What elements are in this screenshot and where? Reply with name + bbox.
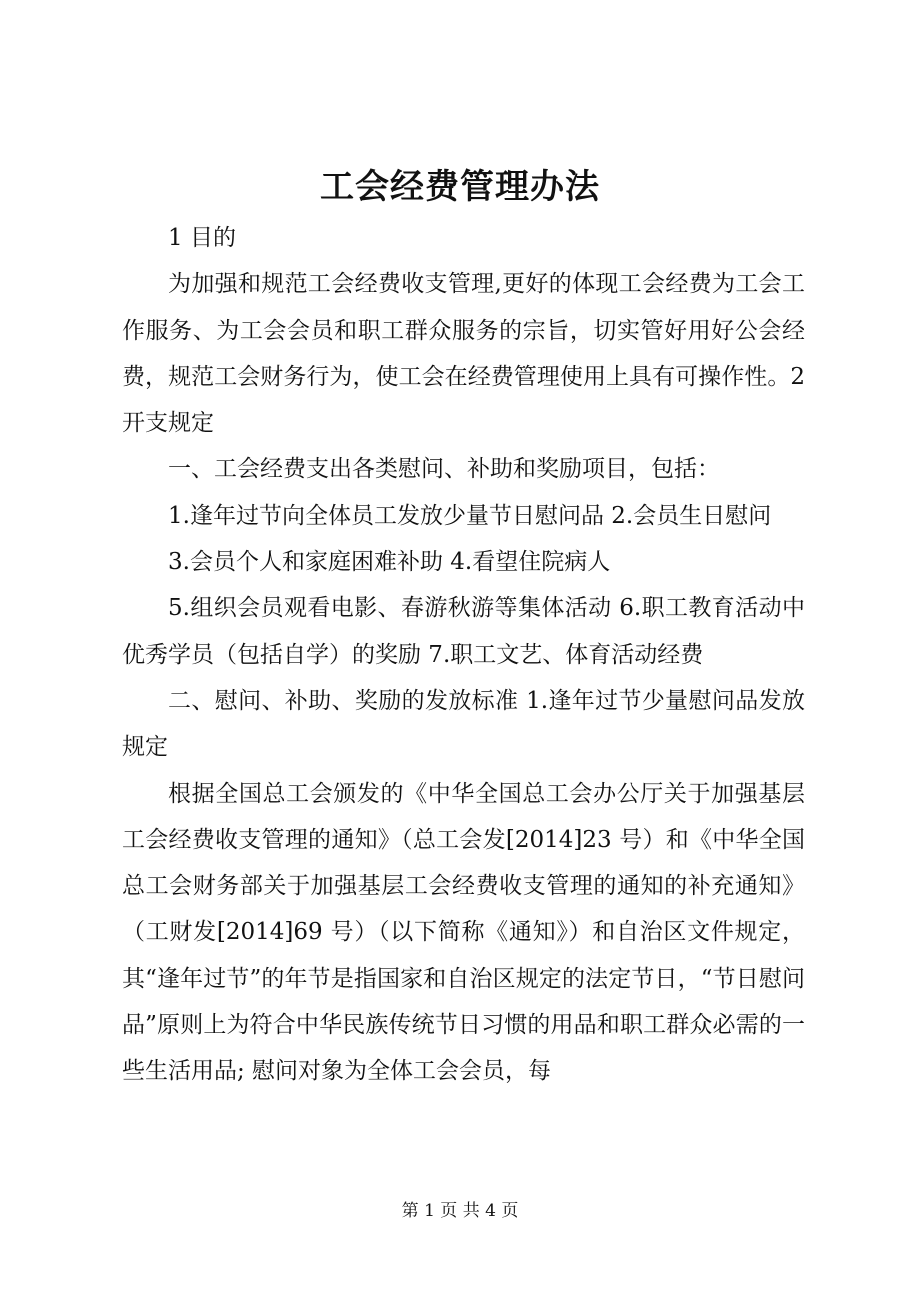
- paragraph-items-3-4: 3.会员个人和家庭困难补助 4.看望住院病人: [168, 549, 611, 576]
- paragraph-items-5-7: 5.组织会员观看电影、春游秋游等集体活动 6.职工教育活动中优秀学员（包括自学）的奖励 7.职工文艺、体育活动经费: [122, 595, 805, 668]
- paragraph-items-1-2: 1.逢年过节向全体员工发放少量节日慰问品 2.会员生日慰问: [168, 502, 772, 529]
- document-body: [122, 215, 805, 1095]
- paragraph-section-one-heading: 一、工会经费支出各类慰问、补助和奖励项目，包括：: [168, 456, 720, 483]
- paragraph-section-two-heading: 二、慰问、补助、奖励的发放标准 1.逢年过节少量慰问品发放规定: [122, 687, 805, 761]
- paragraph-purpose: 为加强和规范工会经费收支管理,更好的体现工会经费为工会工作服务、为工会会员和职工群众服务的宗旨，切实管好用好公会经费，规范工会财务行为，使工会在经费管理使用上具有可操作性。2 开支规定: [122, 271, 805, 437]
- paragraph-purpose-heading: 1 目的: [168, 225, 236, 251]
- document-title: 工会经费管理办法: [320, 167, 600, 207]
- page-number-footer: 第 1 页 共 4 页: [401, 1201, 519, 1221]
- paragraph-regulation: 根据全国总工会颁发的《中华全国总工会办公厅关于加强基层工会经费收支管理的通知》（总工会发[2014]23 号）和《中华全国总工会财务部关于加强基层工会经费收支管理的通知的补充通知》（工财发[2014]69 号）（以下简称《通知》）和自治区文件规定，其“逢年过节”的年节是指国家和自治区规定的法定节日，“节日慰问品”原则上为符合中华民族传统节日习惯的用品和职工群众必需的一些生活用品; 慰问对象为全体工会会员，每: [122, 780, 805, 1085]
